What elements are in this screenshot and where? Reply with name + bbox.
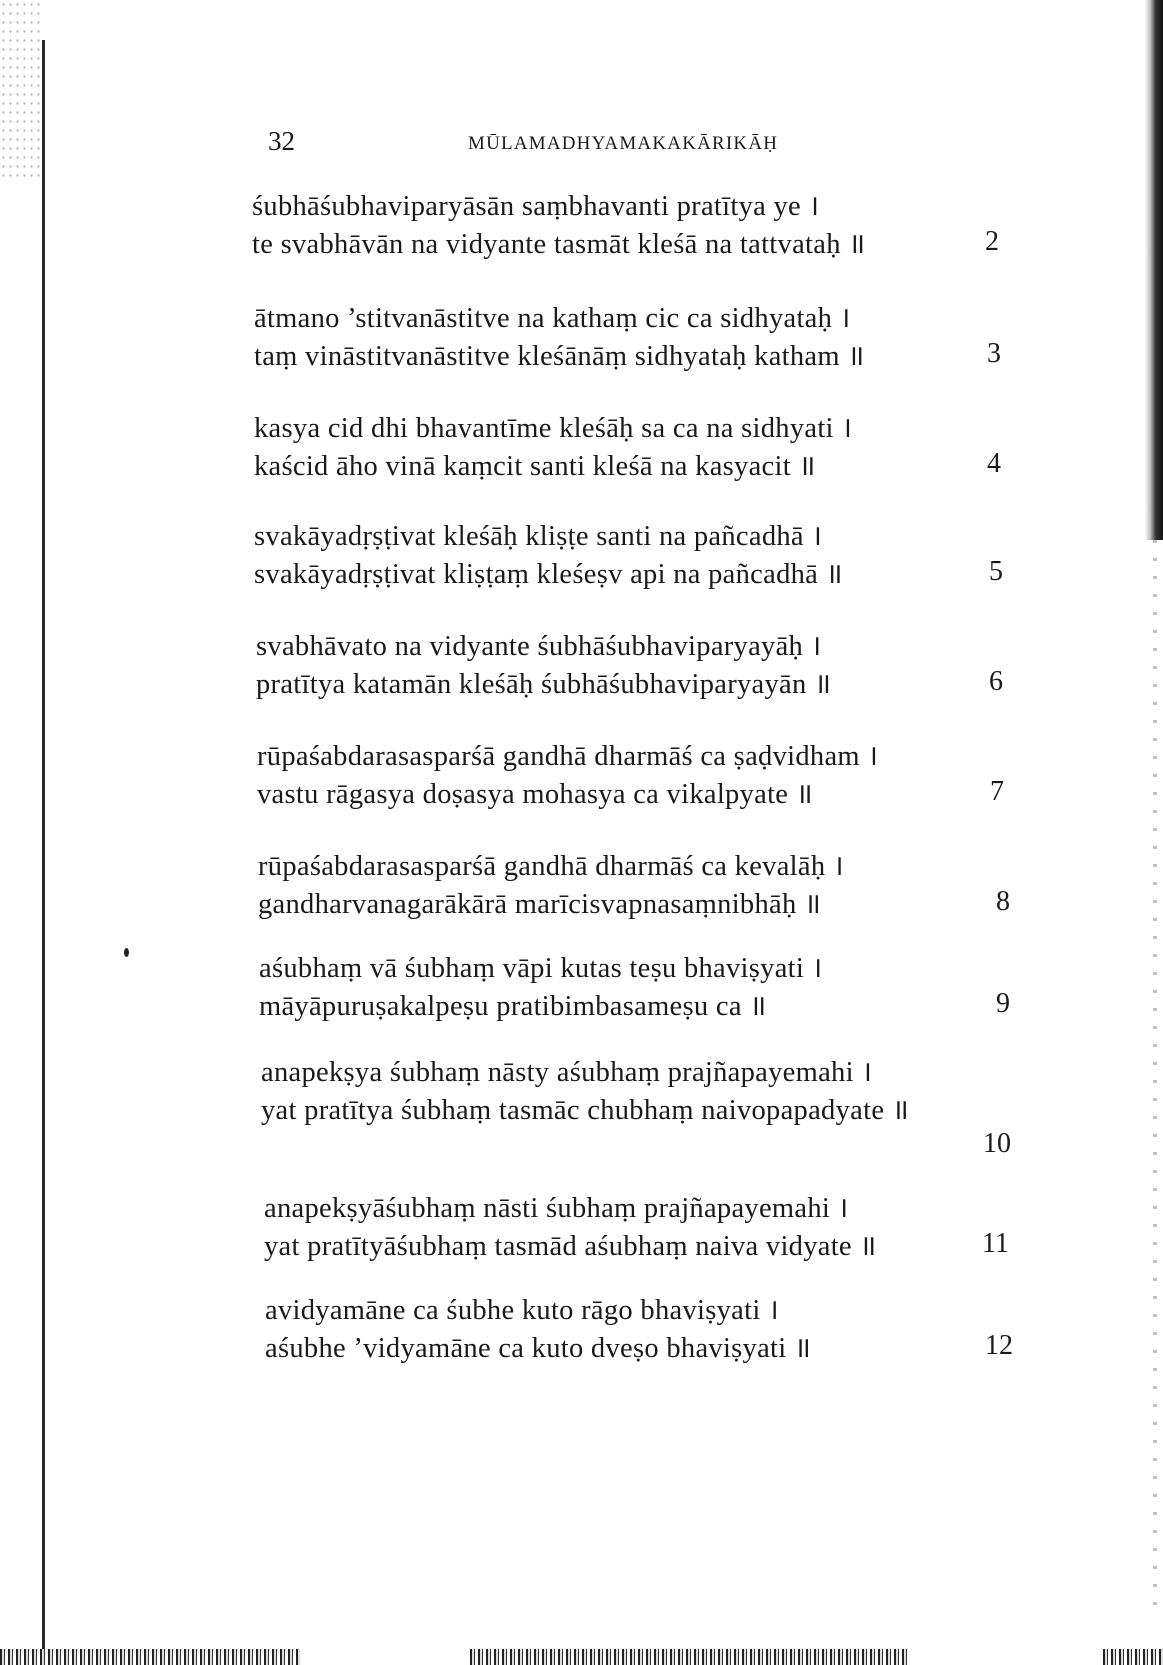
scan-bottom-strip-right <box>1103 1649 1163 1665</box>
verse-line: māyāpuruṣakalpeṣu pratibimbasameṣu ca ॥ <box>259 991 767 1022</box>
verse-number: 2 <box>985 226 999 257</box>
running-head: MŪLAMADHYAMAKAKĀRIKĀḤ <box>468 133 779 154</box>
verse-line: yat pratītya śubhaṃ tasmāc chubhaṃ naivopapadyate ॥ <box>261 1095 910 1126</box>
verse-line: svakāyadṛṣṭivat kliṣṭaṃ kleśeṣv api na pañcadhā ॥ <box>254 559 843 590</box>
verse-number: 5 <box>989 556 1003 587</box>
verse-line: avidyamāne ca śubhe kuto rāgo bhaviṣyati । <box>265 1295 780 1326</box>
scan-bottom-strip-left <box>0 1649 300 1665</box>
verse-line: te svabhāvān na vidyante tasmāt kleśā na tattvataḥ ॥ <box>252 229 866 260</box>
verse-number: 11 <box>982 1228 1009 1259</box>
scan-bottom-strip-middle <box>470 1649 910 1665</box>
verse-line: rūpaśabdarasasparśā gandhā dharmāś ca kevalāḥ । <box>258 851 844 882</box>
verse-line: svakāyadṛṣṭivat kleśāḥ kliṣṭe santi na pañcadhā । <box>254 521 823 552</box>
verse-line: gandharvanagarākārā marīcisvapnasaṃnibhāḥ ॥ <box>258 889 822 920</box>
scan-right-edge-lower <box>1153 540 1157 1620</box>
verse-line: kasya cid dhi bhavantīme kleśāḥ sa ca na sidhyati । <box>254 413 853 444</box>
verse-line: śubhāśubhaviparyāsān saṃbhavanti pratītya ye । <box>252 191 820 222</box>
verse-line: svabhāvato na vidyante śubhāśubhaviparyayāḥ । <box>256 631 822 662</box>
verse-line: vastu rāgasya doṣasya mohasya ca vikalpyate ॥ <box>257 779 814 810</box>
scan-right-edge <box>1145 0 1163 540</box>
verse-number: 8 <box>996 886 1010 917</box>
verse-line: anapekṣyāśubhaṃ nāsti śubhaṃ prajñapayemahi । <box>264 1193 849 1224</box>
verse-number: 12 <box>985 1330 1013 1361</box>
verse-number: 10 <box>983 1128 1011 1159</box>
verse-line: aśubhaṃ vā śubhaṃ vāpi kutas teṣu bhaviṣyati । <box>259 953 823 984</box>
verse-line: aśubhe ’vidyamāne ca kuto dveṣo bhaviṣyati ॥ <box>265 1333 812 1364</box>
verse-number: 3 <box>987 338 1001 369</box>
scan-speckle <box>0 0 40 180</box>
verse-line: rūpaśabdarasasparśā gandhā dharmāś ca ṣaḍvidham । <box>257 741 879 772</box>
verse-number: 9 <box>996 988 1010 1019</box>
verse-line: kaścid āho vinā kaṃcit santi kleśā na kasyacit ॥ <box>254 451 816 482</box>
verse-line: anapekṣya śubhaṃ nāsty aśubhaṃ prajñapayemahi । <box>261 1057 873 1088</box>
verse-number: 6 <box>989 666 1003 697</box>
verse-line: ātmano ’stitvanāstitve na kathaṃ cic ca sidhyataḥ । <box>254 303 851 334</box>
page-number: 32 <box>268 126 295 156</box>
verse-line: pratītya katamān kleśāḥ śubhāśubhaviparyayān ॥ <box>256 669 832 700</box>
verse-number: 7 <box>990 776 1004 807</box>
scan-left-edge <box>42 40 45 1660</box>
scan-stray-mark <box>124 948 129 957</box>
verse-number: 4 <box>987 448 1001 479</box>
verse-line: yat pratītyāśubhaṃ tasmād aśubhaṃ naiva vidyate ॥ <box>264 1231 877 1262</box>
verse-line: taṃ vināstitvanāstitve kleśānāṃ sidhyataḥ katham ॥ <box>254 341 865 372</box>
